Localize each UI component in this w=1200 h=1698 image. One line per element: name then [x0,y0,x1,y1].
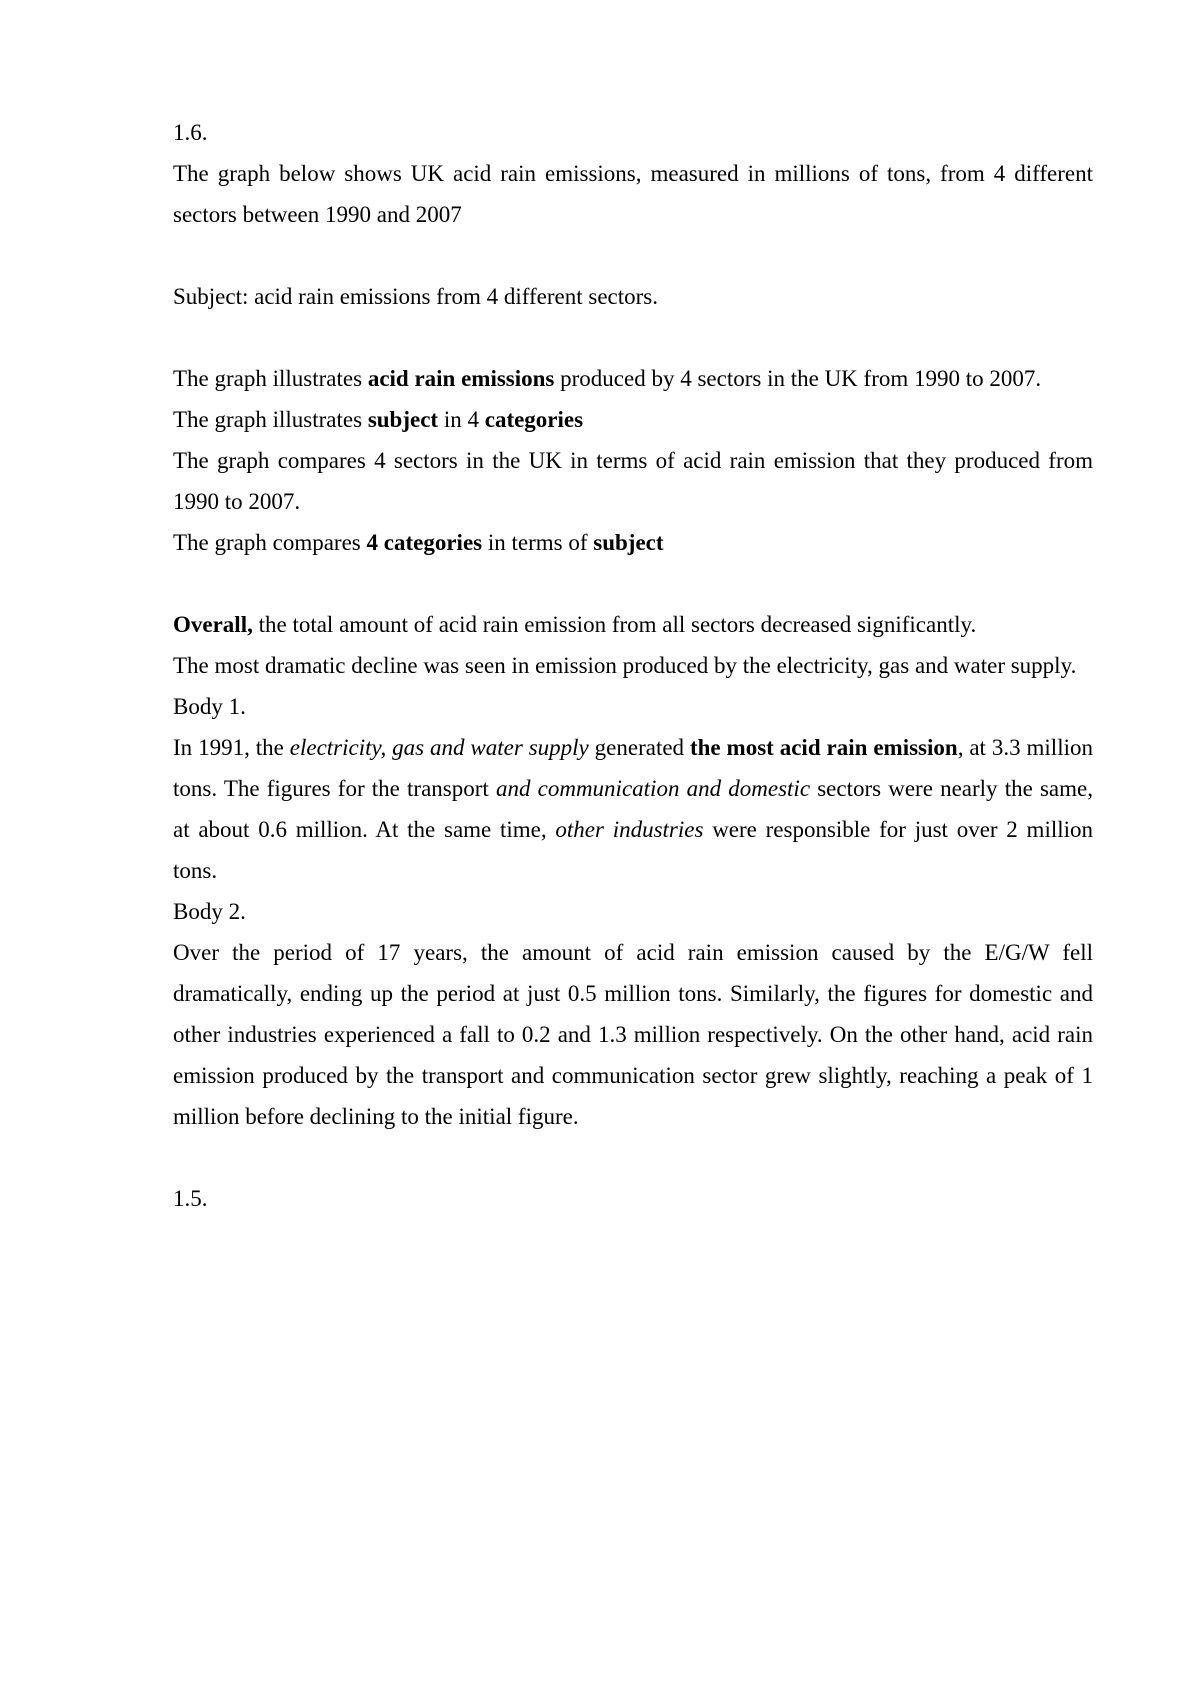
text-run: the total amount of acid rain emission from all sectors decreased significantly. [252,612,977,637]
bold-run: categories [484,407,584,432]
spacer [173,235,1093,276]
intro-sentence-2 [173,399,1093,440]
spacer [173,317,1093,358]
body-1-heading: Body 1. [173,694,246,719]
intro-sentence-3: The graph compares 4 sectors in the UK in terms of acid rain emission that they produced from 1990 to 2007. [173,448,1093,514]
text-run: sectors were nearly the same, at about 0.6 million. At the same time, [173,776,1093,842]
text-run: The graph compares [173,530,367,555]
bold-run: the most acid rain emission [689,735,958,760]
italic-run: electricity, gas and water supply [289,735,589,760]
bold-run: acid rain emissions [367,366,555,391]
text-run: The graph illustrates [173,407,368,432]
text-run: In 1991, the [173,735,290,760]
bold-run: 4 categories [366,530,483,555]
overview-sentence-1 [173,604,1093,645]
text-run: generated [588,735,690,760]
overview-sentence-2: The most dramatic decline was seen in emission produced by the electricity, gas and water supply. [173,653,1077,678]
spacer [173,1137,1093,1178]
text-run: in terms of [482,530,594,555]
text-run: in 4 [438,407,485,432]
spacer [173,563,1093,604]
text-run: produced by 4 sectors in the UK from 1990 to 2007. [554,366,1042,391]
bold-run: Overall, [173,612,253,637]
task-prompt: The graph below shows UK acid rain emissions, measured in millions of tons, from 4 different sectors between 1990 and 2007 [173,161,1093,227]
text-run: , at 3.3 million tons. The figures for the transport [173,735,1093,801]
document-page [173,112,1093,1219]
text-run: were responsible for just over 2 million tons. [173,817,1094,883]
subject-line: Subject: acid rain emissions from 4 different sectors. [173,284,659,309]
section-number-1-5: 1.5. [173,1186,208,1211]
body-2-heading: Body 2. [173,899,246,924]
body-2-paragraph: Over the period of 17 years, the amount of acid rain emission caused by the E/G/W fell dramatically, ending up the period at just 0.5 million tons. Similarly, the figures for domestic and other industries experienced a fall to 0.2 and 1.3 million respectively. On the other hand, acid rain emission produced by the transport and communication sector grew slightly, reaching a peak of 1 million before declining to the initial figure. [173,940,1093,1129]
body-1-paragraph [173,727,1093,891]
italic-run: and communication and domestic [495,776,811,801]
italic-run: other industries [555,817,704,842]
intro-sentence-4 [173,522,1093,563]
section-number-1-6: 1.6. [173,120,208,145]
bold-run: subject [367,407,439,432]
bold-run: subject [593,530,664,555]
text-run: The graph illustrates [173,366,368,391]
intro-sentence-1 [173,358,1093,399]
